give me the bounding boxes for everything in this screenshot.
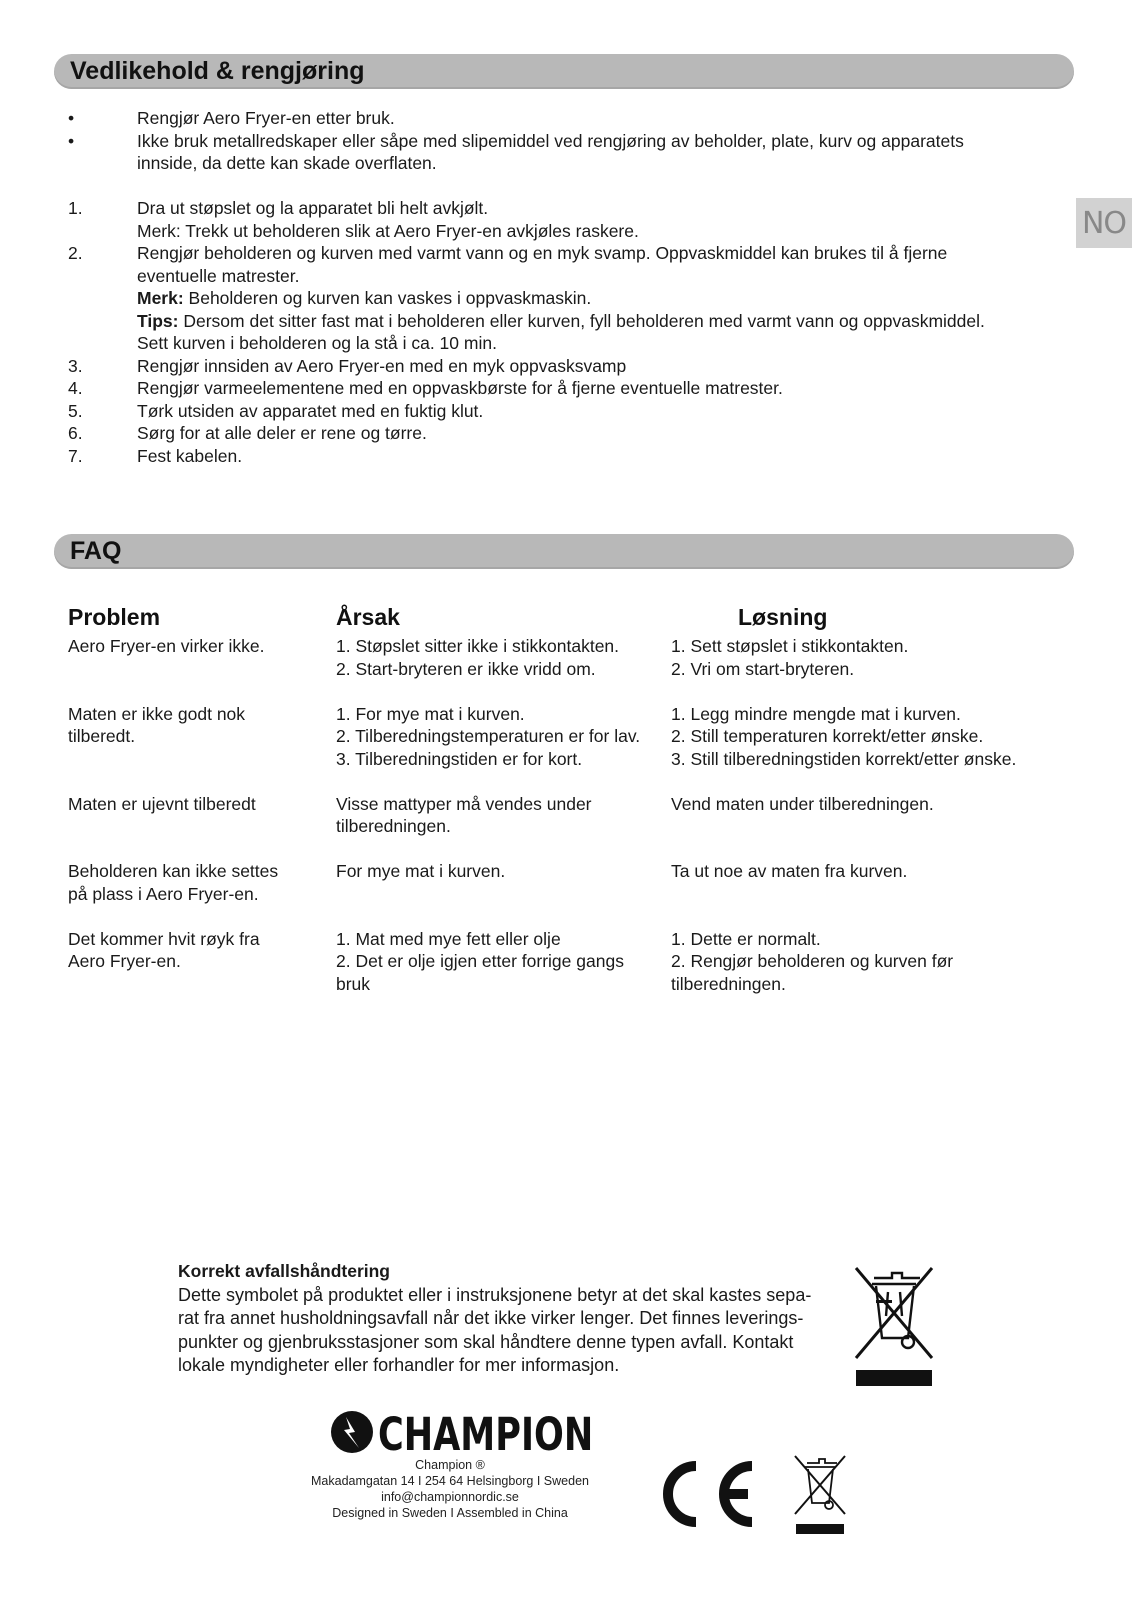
waste-line: Dette symbolet på produktet eller i instruksjonene betyr at det skal kastes sepa-: [178, 1284, 812, 1305]
waste-text: [178, 1284, 858, 1378]
step-text: [137, 377, 1068, 400]
step-item: [68, 355, 1068, 378]
faq-cause: [336, 635, 671, 680]
bullet-text: [137, 107, 1068, 130]
faq-solution-line: tilberedningen.: [671, 973, 786, 994]
faq-cause-line: 3. Tilberedningstiden er for kort.: [336, 748, 583, 769]
faq-problem-line: Maten er ujevnt tilberedt: [68, 793, 256, 814]
faq-problem: [68, 928, 336, 996]
bullet-marker: •: [68, 108, 75, 128]
step-line: Sørg for at alle deler er rene og tørre.: [137, 423, 427, 443]
faq-problem-line: Aero Fryer-en.: [68, 951, 181, 971]
faq-solution-line: 2. Still temperaturen korrekt/etter ønske.: [671, 726, 984, 746]
language-tab: NO: [1076, 198, 1132, 248]
faq-problem-line: på plass i Aero Fryer-en.: [68, 883, 259, 904]
faq-problem: [68, 635, 336, 680]
faq-cause: [336, 703, 671, 771]
faq-cause: [336, 793, 671, 838]
step-line: Fest kabelen.: [137, 445, 243, 466]
faq-solution-line: Ta ut noe av maten fra kurven.: [671, 861, 908, 881]
faq-problem-line: Det kommer hvit røyk fra: [68, 928, 260, 949]
faq-solution: [671, 793, 1078, 838]
waste-line: rat fra annet husholdningsavfall når det ikke virker lenger. Det finnes leverings-: [178, 1308, 804, 1328]
faq-cause-line: bruk: [336, 973, 371, 994]
company-address: Makadamgatan 14 I 254 64 Helsingborg I Sweden: [311, 1474, 589, 1488]
crossed-out-wheelie-bin-icon: [848, 1262, 940, 1390]
step-item: [68, 197, 1068, 242]
company-info: [290, 1457, 610, 1521]
step-number: 3.: [68, 355, 83, 376]
faq-title: FAQ: [70, 537, 122, 565]
faq-solution-line: 2. Rengjør beholderen og kurven før: [671, 951, 954, 971]
company-name: Champion ®: [415, 1458, 485, 1472]
faq-problem: [68, 793, 336, 838]
step-line: Merk: Trekk ut beholderen slik at Aero Fryer-en avkjøles raskere.: [137, 220, 639, 241]
company-origin: Designed in Sweden I Assembled in China: [332, 1506, 568, 1520]
champion-logo: [330, 1408, 594, 1461]
bullet-item: [68, 130, 1068, 175]
faq-cause-line: 1. For mye mat i kurven.: [336, 703, 525, 724]
faq-header-solution: Løsning: [738, 604, 828, 630]
waste-line: lokale myndigheter eller forhandler for mer informasjon.: [178, 1355, 620, 1375]
faq-cause-line: tilberedningen.: [336, 816, 451, 836]
faq-problem-line: Maten er ikke godt nok: [68, 703, 246, 724]
step-line: Rengjør beholderen og kurven med varmt vann og en myk svamp. Oppvaskmiddel kan brukes til å fjerne: [137, 243, 948, 263]
waste-title: Korrekt avfallshåndtering: [178, 1261, 390, 1281]
step-line: eventuelle matrester.: [137, 265, 300, 286]
step-item: [68, 400, 1068, 423]
step-line: Rengjør innsiden av Aero Fryer-en med en myk oppvasksvamp: [137, 355, 627, 376]
bullet-item: [68, 107, 1068, 130]
champion-bolt-logo-icon: [330, 1410, 374, 1454]
step-line: Tips: Dersom det sitter fast mat i beholderen eller kurven, fyll beholderen med varmt vann og oppvaskmiddel.: [137, 310, 985, 331]
faq-cause-line: 2. Start-bryteren er ikke vridd om.: [336, 658, 596, 679]
step-text: [137, 355, 1068, 378]
faq-table: [68, 635, 1078, 1018]
step-item: [68, 242, 1068, 355]
step-item: [68, 422, 1068, 445]
faq-solution-line: 1. Legg mindre mengde mat i kurven.: [671, 703, 961, 724]
step-label: Merk:: [137, 288, 184, 308]
faq-solution: [671, 860, 1078, 905]
faq-row: [68, 635, 1078, 680]
bullet-line: Rengjør Aero Fryer-en etter bruk.: [137, 108, 395, 128]
step-text: [137, 197, 1068, 242]
bullet-marker: •: [68, 130, 75, 151]
step-number: 6.: [68, 423, 83, 443]
faq-row: [68, 928, 1078, 996]
faq-cause-line: Visse mattyper må vendes under: [336, 793, 592, 814]
maintenance-steps: [68, 197, 1068, 467]
faq-header-cause: Årsak: [336, 604, 400, 630]
step-item: [68, 445, 1068, 468]
step-number: 7.: [68, 445, 83, 466]
faq-problem-line: tilberedt.: [68, 726, 136, 746]
faq-row: [68, 703, 1078, 771]
step-number: 1.: [68, 198, 83, 218]
waste-notice: [178, 1260, 858, 1378]
crossed-out-wheelie-bin-small-icon: [790, 1452, 850, 1536]
step-line: Rengjør varmeelementene med en oppvaskbørste for å fjerne eventuelle matrester.: [137, 378, 783, 398]
ce-mark-icon: [650, 1458, 762, 1530]
waste-line: punkter og gjenbruksstasjoner som skal håndtere denne typen avfall. Kontakt: [178, 1331, 794, 1352]
faq-cause-line: 1. Støpslet sitter ikke i stikkontakten.: [336, 636, 620, 656]
faq-cause-line: 2. Det er olje igjen etter forrige gangs: [336, 951, 624, 971]
faq-solution-line: 3. Still tilberedningstiden korrekt/etter ønske.: [671, 748, 1017, 769]
maintenance-title: Vedlikehold & rengjøring: [70, 57, 365, 85]
faq-row: [68, 793, 1078, 838]
faq-solution: [671, 635, 1078, 680]
faq-cause-line: 1. Mat med mye fett eller olje: [336, 928, 561, 949]
step-number: 2.: [68, 243, 83, 263]
faq-problem: [68, 703, 336, 771]
maintenance-section-bar: [54, 54, 1074, 89]
company-email: info@championnordic.se: [381, 1490, 519, 1504]
faq-solution: [671, 703, 1078, 771]
maintenance-bullets: [68, 107, 1068, 175]
bullet-line: Ikke bruk metallredskaper eller såpe med slipemiddel ved rengjøring av beholder, plate, kurv og apparatets: [137, 130, 964, 151]
bullet-text: [137, 130, 1068, 175]
faq-section-bar: [54, 534, 1074, 569]
step-line: Sett kurven i beholderen og la stå i ca. 10 min.: [137, 333, 497, 353]
faq-problem: [68, 860, 336, 905]
step-text: [137, 445, 1068, 468]
faq-row: [68, 860, 1078, 905]
faq-solution-line: 2. Vri om start-bryteren.: [671, 658, 855, 679]
bullet-line: innside, da dette kan skade overflaten.: [137, 153, 437, 173]
faq-cause: [336, 928, 671, 996]
faq-cause-line: 2. Tilberedningstemperaturen er for lav.: [336, 726, 641, 746]
step-number: 5.: [68, 400, 83, 421]
faq-solution-line: 1. Sett støpslet i stikkontakten.: [671, 636, 909, 656]
faq-cause-line: For mye mat i kurven.: [336, 861, 506, 881]
step-number: 4.: [68, 378, 83, 398]
step-item: [68, 377, 1068, 400]
step-line: Tørk utsiden av apparatet med en fuktig klut.: [137, 400, 484, 421]
faq-problem-line: Beholderen kan ikke settes: [68, 861, 279, 881]
faq-header-problem: Problem: [68, 604, 161, 630]
brand-name: CHAMPION: [378, 1408, 594, 1461]
faq-cause: [336, 860, 671, 905]
faq-problem-line: Aero Fryer-en virker ikke.: [68, 636, 265, 656]
step-label: Tips:: [137, 310, 179, 331]
step-line: Dra ut støpslet og la apparatet bli helt avkjølt.: [137, 198, 489, 218]
faq-solution: [671, 928, 1078, 996]
faq-solution-line: Vend maten under tilberedningen.: [671, 793, 934, 814]
step-text: [137, 400, 1068, 423]
step-text: [137, 422, 1068, 445]
step-text: [137, 242, 1068, 355]
step-line: Merk: Beholderen og kurven kan vaskes i oppvaskmaskin.: [137, 288, 592, 308]
faq-solution-line: 1. Dette er normalt.: [671, 928, 821, 949]
